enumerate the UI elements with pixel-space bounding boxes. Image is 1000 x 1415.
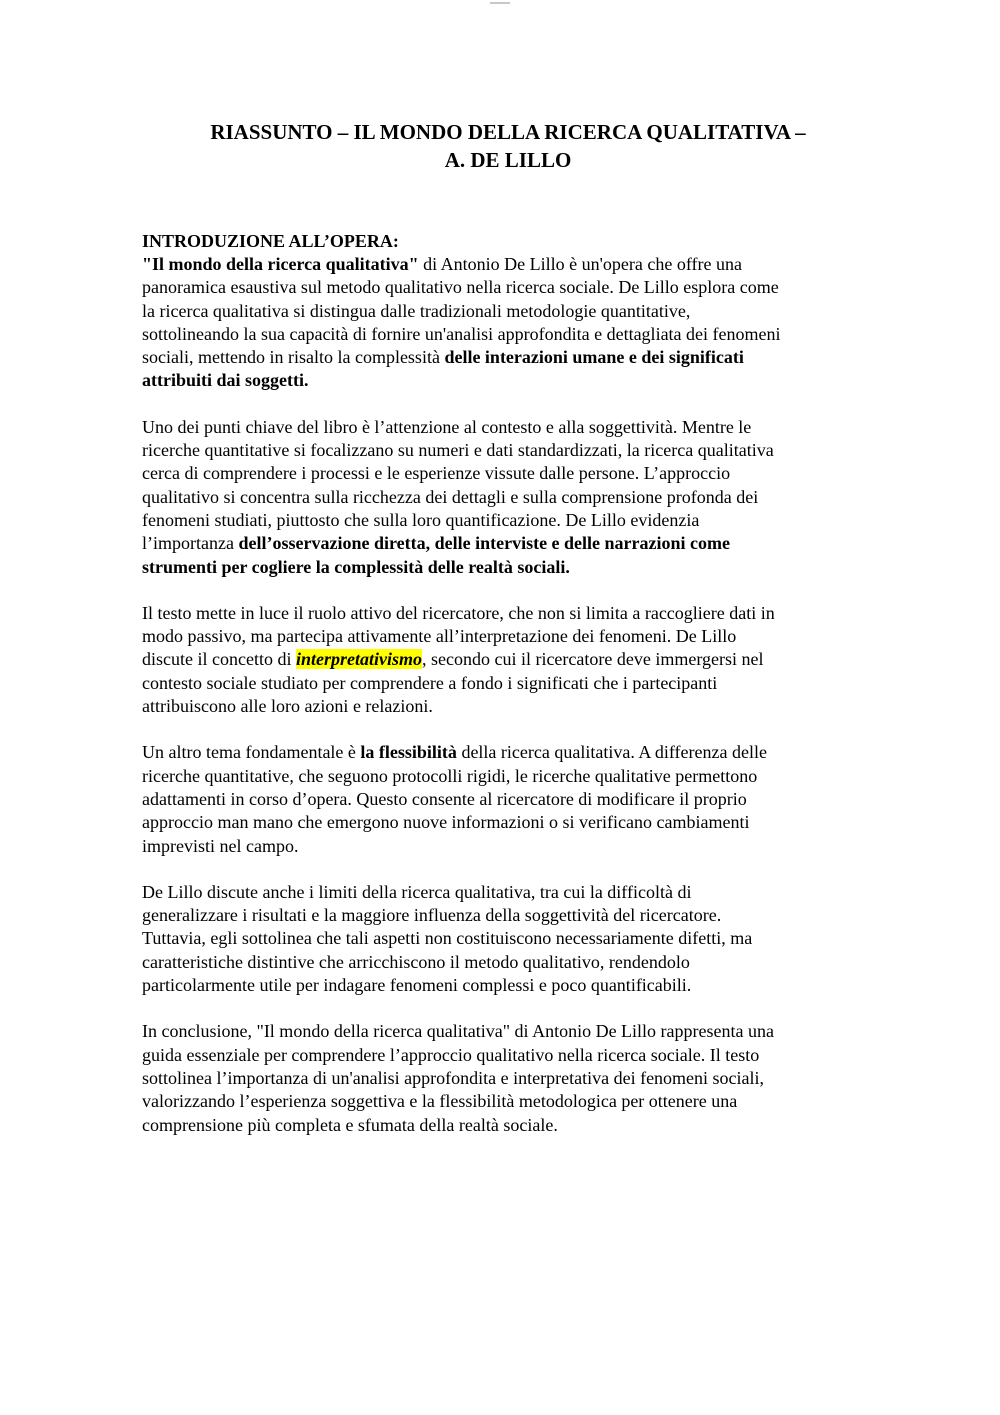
- paragraph-3: [142, 602, 860, 718]
- text-run: valorizzando l’esperienza soggettiva e la flessibilità metodologica per ottenere una: [142, 1091, 738, 1112]
- text-line: [142, 556, 860, 579]
- text-run: fenomeni studiati, piuttosto che sulla loro quantificazione. De Lillo evidenzia: [142, 509, 700, 530]
- text-run: la ricerca qualitativa si distingua dalle tradizionali metodologie quantitative,: [142, 300, 691, 321]
- text-run: Il testo mette in luce il ruolo attivo del ricercatore, che non si limita a raccogliere dati in: [142, 602, 775, 623]
- text-run: attribuiscono alle loro azioni e relazioni.: [142, 696, 433, 717]
- text-run: cerca di comprendere i processi e le esperienze vissute dalle persone. L’approccio: [142, 463, 731, 484]
- title-line-2: A. DE LILLO: [444, 148, 572, 172]
- text-line: [142, 672, 860, 695]
- text-run: di Antonio De Lillo è un'opera che offre una: [418, 254, 742, 274]
- title-line-1: RIASSUNTO – IL MONDO DELLA RICERCA QUALITATIVA –: [210, 120, 806, 144]
- text-line: [142, 1090, 860, 1113]
- text-line: [142, 323, 860, 346]
- text-run: De Lillo discute anche i limiti della ricerca qualitativa, tra cui la difficoltà di: [142, 881, 692, 902]
- bold-text: attribuiti dai soggetti.: [142, 370, 309, 391]
- paragraph-6: [142, 1020, 860, 1136]
- text-line: [142, 486, 860, 509]
- text-line: [142, 927, 860, 950]
- text-run: particolarmente utile per indagare fenomeni complessi e poco quantificabili.: [142, 975, 692, 996]
- paragraph-1: [142, 253, 860, 393]
- text-line: [142, 648, 860, 671]
- text-run: sottolinea l’importanza di un'analisi approfondita e interpretativa dei fenomeni sociali,: [142, 1067, 765, 1088]
- text-line: [142, 788, 860, 811]
- text-run: caratteristiche distintive che arricchiscono il metodo qualitativo, rendendolo: [142, 951, 690, 972]
- text-line: [142, 765, 860, 788]
- text-line: [142, 346, 860, 369]
- text-run: Uno dei punti chiave del libro è l’attenzione al contesto e alla soggettività. Mentre le: [142, 416, 752, 437]
- text-line: [142, 1067, 860, 1090]
- bold-text: "Il mondo della ricerca qualitativa": [142, 254, 419, 274]
- text-run: sociali, mettendo in risalto la complessità: [142, 347, 445, 368]
- text-line: [142, 416, 860, 439]
- text-run: Tuttavia, egli sottolinea che tali aspetti non costituiscono necessariamente difetti, ma: [142, 928, 753, 949]
- text-run: Un altro tema fondamentale è: [142, 742, 361, 763]
- paragraph-4: [142, 741, 860, 857]
- text-run: generalizzare i risultati e la maggiore influenza della soggettività del ricercatore.: [142, 905, 722, 926]
- text-run: panoramica esaustiva sul metodo qualitativo nella ricerca sociale. De Lillo esplora come: [142, 277, 779, 298]
- bold-text: strumenti per cogliere la complessità delle realtà sociali.: [142, 556, 570, 577]
- page-top-mark: [490, 2, 510, 4]
- text-line: [142, 532, 860, 555]
- document-title: [142, 118, 860, 174]
- text-run: In conclusione, "Il mondo della ricerca qualitativa" di Antonio De Lillo rappresenta una: [142, 1021, 774, 1042]
- text-line: [142, 881, 860, 904]
- text-line: [142, 369, 860, 392]
- text-line: [142, 695, 860, 718]
- text-line: [142, 741, 860, 764]
- text-run: contesto sociale studiato per comprendere a fondo i significati che i partecipanti: [142, 672, 718, 693]
- text-run: ricerche quantitative, che seguono protocolli rigidi, le ricerche qualitative permettono: [142, 765, 758, 786]
- text-run: l’importanza: [142, 533, 239, 554]
- text-run: comprensione più completa e sfumata della realtà sociale.: [142, 1114, 558, 1135]
- paragraph-5: [142, 881, 860, 997]
- text-run: approccio man mano che emergono nuove informazioni o si verificano cambiamenti: [142, 812, 750, 833]
- text-line: [142, 835, 860, 858]
- text-run: , secondo cui il ricercatore deve immergersi nel: [421, 649, 764, 670]
- paragraph-2: [142, 416, 860, 579]
- text-line: [142, 904, 860, 927]
- bold-text: dell’osservazione diretta, delle interviste e delle narrazioni come: [238, 533, 731, 554]
- text-line: [142, 811, 860, 834]
- highlighted-term: interpretativismo: [295, 649, 422, 670]
- text-line: [142, 509, 860, 532]
- document-page: [142, 118, 860, 1137]
- body-text: [142, 253, 860, 1137]
- text-line: [142, 300, 860, 323]
- text-line: [142, 625, 860, 648]
- bold-text: delle interazioni umane e dei significati: [444, 347, 744, 368]
- text-line: [142, 951, 860, 974]
- text-run: adattamenti in corso d’opera. Questo consente al ricercatore di modificare il proprio: [142, 788, 747, 809]
- bold-text: la flessibilità: [360, 742, 457, 763]
- text-line: [142, 602, 860, 625]
- text-line: [142, 439, 860, 462]
- text-line: [142, 974, 860, 997]
- section-heading: INTRODUZIONE ALL’OPERA:: [142, 231, 399, 251]
- text-run: ricerche quantitative si focalizzano su numeri e dati standardizzati, la ricerca qualitativa: [142, 440, 774, 461]
- text-line: [142, 253, 860, 276]
- text-run: sottolineando la sua capacità di fornire un'analisi approfondita e dettagliata dei fenomeni: [142, 323, 781, 344]
- text-line: [142, 1044, 860, 1067]
- text-run: guida essenziale per comprendere l’approccio qualitativo nella ricerca sociale. Il testo: [142, 1044, 760, 1065]
- text-line: [142, 462, 860, 485]
- text-run: della ricerca qualitativa. A differenza delle: [456, 742, 767, 763]
- text-run: discute il concetto di: [142, 649, 296, 670]
- text-line: [142, 1114, 860, 1137]
- text-line: [142, 1020, 860, 1043]
- text-line: [142, 276, 860, 299]
- text-run: imprevisti nel campo.: [142, 835, 299, 856]
- text-run: modo passivo, ma partecipa attivamente all’interpretazione dei fenomeni. De Lillo: [142, 626, 737, 647]
- text-run: qualitativo si concentra sulla ricchezza dei dettagli e sulla comprensione profonda dei: [142, 486, 759, 507]
